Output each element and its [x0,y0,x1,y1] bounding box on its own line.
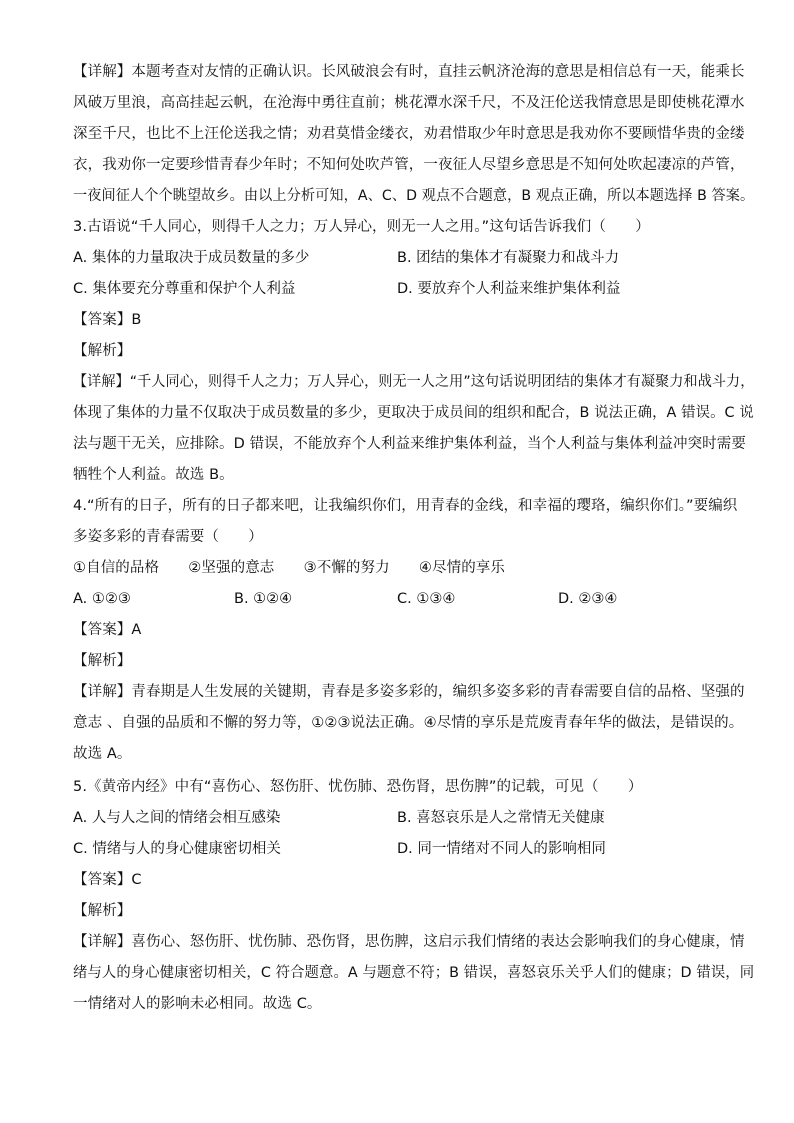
q5-detail-line: 绪与人的身心健康密切相关，C 符合题意。A 与题意不符；B 错误，喜怒哀乐关乎人们的健康；D 错误，同 [73,965,755,981]
q4-option-c: C. ①③④ [397,591,456,607]
q5-option-a: A. 人与人之间的情绪会相互感染 [73,810,281,826]
q5-option-d: D. 同一情绪对不同人的影响相同 [397,841,606,857]
q5-detail-line: 一情绪对人的影响未必相同。故选 C。 [73,996,322,1012]
q3-option-b: B. 团结的集体才有凝聚力和战斗力 [397,250,620,266]
q4-answer: 【答案】A [73,622,142,638]
detail-line: 风破万里浪，高高挂起云帆，在沧海中勇往直前；桃花潭水深千尺，不及汪伦送我情意思是即使桃花潭水 [73,95,745,111]
q3-detail-line: 【详解】“千人同心，则得千人之力；万人异心，则无一人之用”这句话说明团结的集体才有凝聚力和战斗力， [73,374,755,390]
q4-option-d: D. ②③④ [558,591,618,607]
q4-items: ①自信的品格 ②坚强的意志 ③不懈的努力 ④尽情的享乐 [73,560,505,576]
question-4-stem: 多姿多彩的青春需要（ ） [73,529,263,545]
q3-detail-line: 法与题干无关，应排除。D 错误，不能放弃个人利益来维护集体利益，当个人利益与集体利益冲突时需要 [73,436,746,452]
detail-line: 一夜间征人个个眺望故乡。由以上分析可知，A、C、D 观点不合题意，B 观点正确，所以本题选择 B 答案。 [73,188,755,204]
q3-analysis-label: 【解析】 [73,343,132,359]
q5-detail-line: 【详解】喜伤心、怒伤肝、忧伤肺、恐伤肾，思伤脾，这启示我们情绪的表达会影响我们的身心健康，情 [73,934,745,950]
detail-line: 深至千尺，也比不上汪伦送我之情；劝君莫惜金缕衣，劝君惜取少年时意思是我劝你不要顾惜华贵的金缕 [73,126,745,142]
q4-option-a: A. ①②③ [73,591,131,607]
detail-line: 【详解】本题考查对友情的正确认识。长风破浪会有时，直挂云帆济沧海的意思是相信总有一天，能乘长 [73,64,745,80]
q5-option-c: C. 情绪与人的身心健康密切相关 [73,841,281,857]
q4-analysis-label: 【解析】 [73,653,132,669]
q4-detail-line: 故选 A。 [73,746,132,762]
question-3-stem: 3.古语说“千人同心，则得千人之力；万人异心，则无一人之用。”这句话告诉我们（ ） [73,219,650,235]
q3-option-a: A. 集体的力量取决于成员数量的多少 [73,250,310,266]
question-4-stem: 4.“所有的日子，所有的日子都来吧，让我编织你们，用青春的金线，和幸福的璎珞，编织你们。”要编织 [73,498,738,514]
q5-analysis-label: 【解析】 [73,903,132,919]
q3-detail-line: 牺牲个人利益。故选 B。 [73,467,234,483]
q4-detail-line: 【详解】青春期是人生发展的关键期，青春是多姿多彩的，编织多姿多彩的青春需要自信的品格、坚强的 [73,684,745,700]
q5-option-b: B. 喜怒哀乐是人之常情无关健康 [397,810,605,826]
q3-detail-line: 体现了集体的力量不仅取决于成员数量的多少，更取决于成员间的组织和配合，B 说法正确，A 错误。C 说 [73,405,754,421]
q3-option-c: C. 集体要充分尊重和保护个人利益 [73,281,296,297]
q4-detail-line: 意志 、自强的品质和不懈的努力等，①②③说法正确。④尽情的享乐是荒废青春年华的做法，是错误的。 [73,715,744,731]
q4-option-b: B. ①②④ [234,591,293,607]
question-5-stem: 5.《黄帝内经》中有“喜伤心、怒伤肝、忧伤肺、恐伤肾，思伤脾”的记载，可见（ ） [73,779,643,795]
q3-option-d: D. 要放弃个人利益来维护集体利益 [397,281,621,297]
q3-answer: 【答案】B [73,312,142,328]
q5-answer: 【答案】C [73,872,142,888]
detail-line: 衣，我劝你一定要珍惜青春少年时；不知何处吹芦管，一夜征人尽望乡意思是不知何处吹起凄凉的芦管， [73,157,745,173]
